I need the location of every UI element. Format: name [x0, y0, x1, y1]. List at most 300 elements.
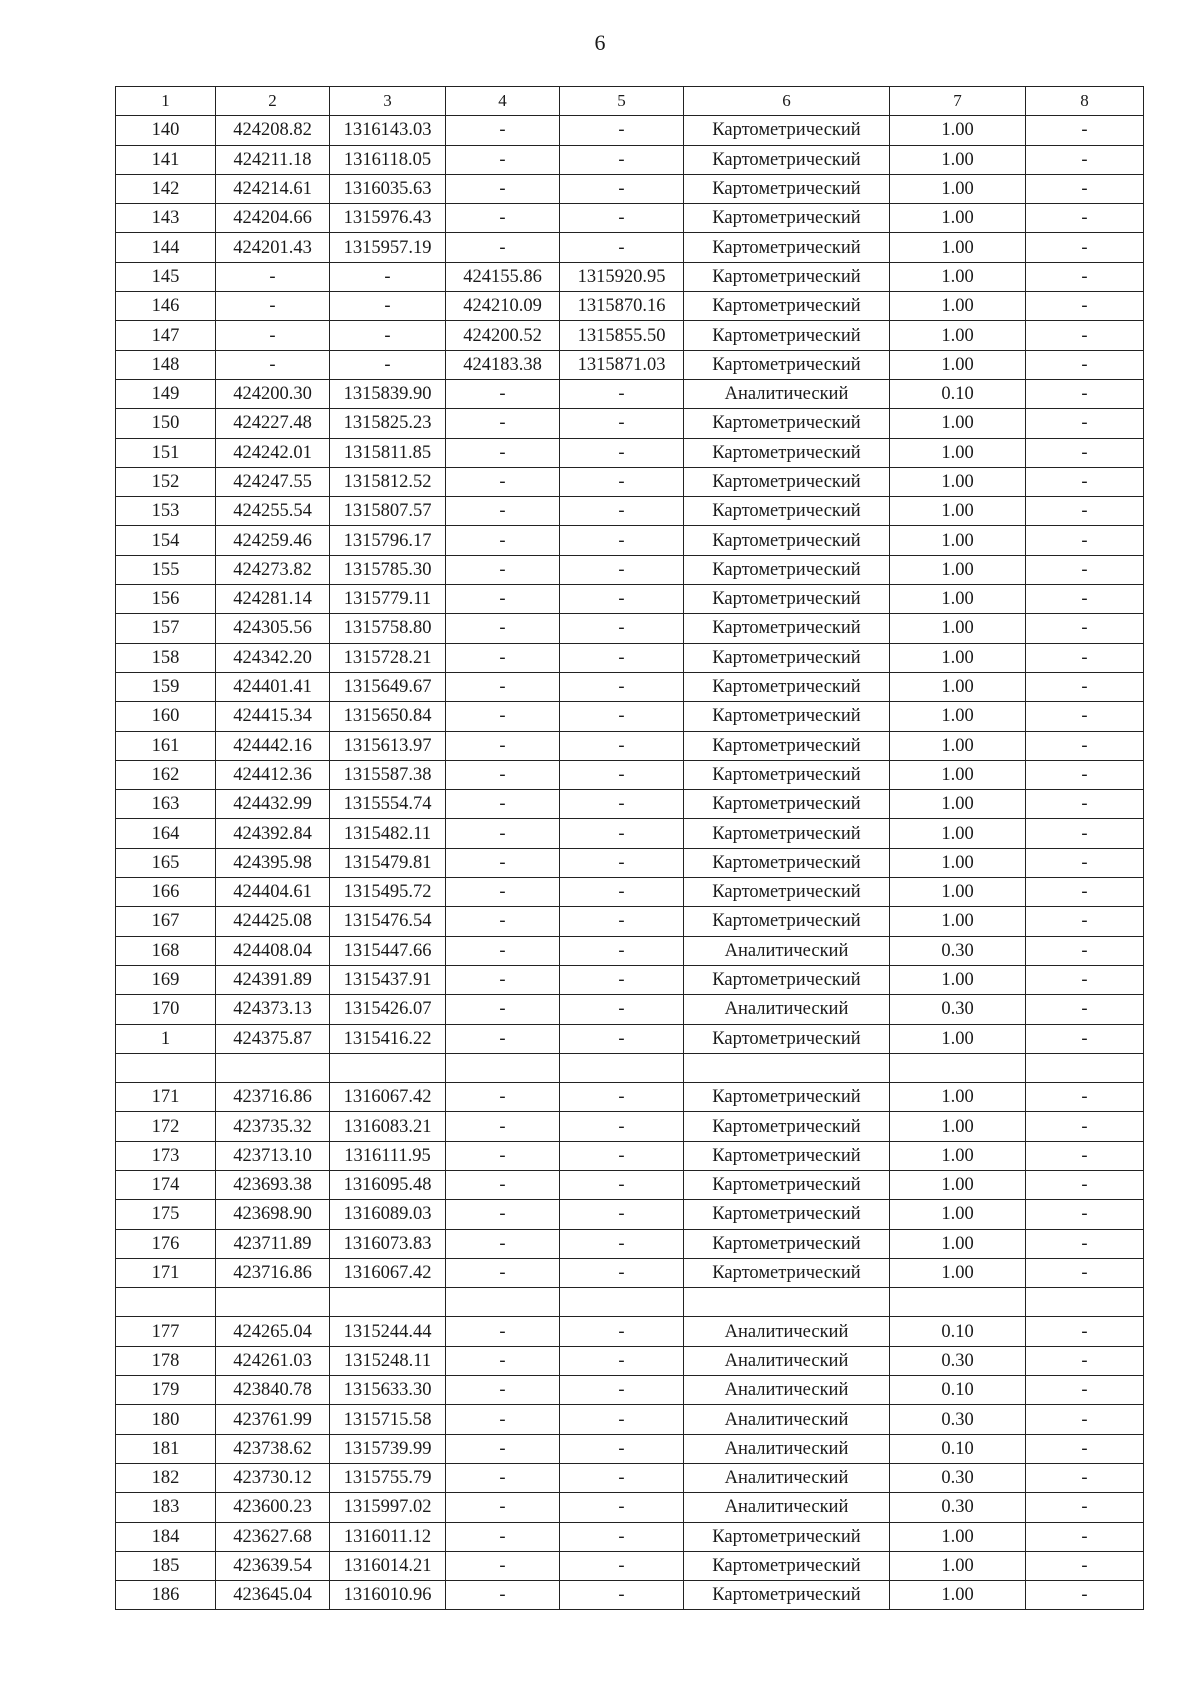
table-cell-col-1: 173: [116, 1141, 216, 1170]
table-cell-col-1: 183: [116, 1493, 216, 1522]
table-cell-col-5: -: [560, 1258, 684, 1287]
table-cell-col-8: -: [1026, 1493, 1144, 1522]
table-cell-col-1: 162: [116, 760, 216, 789]
table-row: [116, 790, 1144, 819]
table-cell-col-3: -: [330, 321, 446, 350]
table-cell-col-8: -: [1026, 1346, 1144, 1375]
table-row: [116, 497, 1144, 526]
table-cell-col-6: Аналитический: [684, 1346, 890, 1375]
table-cell-col-6: Картометрический: [684, 643, 890, 672]
table-cell-col-7: 1.00: [890, 878, 1026, 907]
table-row: [116, 848, 1144, 877]
table-cell-col-3: 1315554.74: [330, 790, 446, 819]
table-cell-col-4: -: [446, 878, 560, 907]
table-cell-col-5: -: [560, 1376, 684, 1405]
table-cell-col-8: -: [1026, 1141, 1144, 1170]
table-cell-col-5: -: [560, 1317, 684, 1346]
table-cell-col-8: -: [1026, 467, 1144, 496]
table-cell-col-3: 1315479.81: [330, 848, 446, 877]
table-row: [116, 1463, 1144, 1492]
table-cell-col-2: 423627.68: [216, 1522, 330, 1551]
table-row: [116, 233, 1144, 262]
table-cell-col-7: 1.00: [890, 672, 1026, 701]
table-cell-col-5: -: [560, 1170, 684, 1199]
table-cell-col-3: 1315482.11: [330, 819, 446, 848]
table-cell-col-1: 160: [116, 702, 216, 731]
table-cell-col-3: 1315437.91: [330, 965, 446, 994]
table-row: [116, 1376, 1144, 1405]
table-cell-col-4: -: [446, 497, 560, 526]
table-cell-col-1: 165: [116, 848, 216, 877]
table-cell-col-1: 169: [116, 965, 216, 994]
table-cell-col-5: -: [560, 585, 684, 614]
table-cell-col-6: Картометрический: [684, 760, 890, 789]
table-cell-col-4: -: [446, 1229, 560, 1258]
table-row: [116, 1346, 1144, 1375]
table-cell-col-6: Картометрический: [684, 262, 890, 291]
table-cell-col-8: -: [1026, 1376, 1144, 1405]
table-row: [116, 731, 1144, 760]
table-cell-col-6: Картометрический: [684, 585, 890, 614]
table-cell-col-4: -: [446, 438, 560, 467]
table-cell-col-6: Картометрический: [684, 1083, 890, 1112]
table-cell-col-1: 176: [116, 1229, 216, 1258]
table-cell-col-1: 172: [116, 1112, 216, 1141]
table-cell-col-7: 1.00: [890, 497, 1026, 526]
column-header-6: 6: [684, 87, 890, 116]
table-cell-col-1: 148: [116, 350, 216, 379]
table-cell-col-6: Картометрический: [684, 116, 890, 145]
table-cell-col-3: 1315244.44: [330, 1317, 446, 1346]
table-row: [116, 1229, 1144, 1258]
table-cell-col-5: -: [560, 672, 684, 701]
table-cell-col-5: [560, 1053, 684, 1082]
table-cell-col-2: 424242.01: [216, 438, 330, 467]
table-row: [116, 1493, 1144, 1522]
table-cell-col-7: [890, 1288, 1026, 1317]
table-cell-col-7: 1.00: [890, 1551, 1026, 1580]
table-cell-col-3: 1315812.52: [330, 467, 446, 496]
table-cell-col-8: -: [1026, 1258, 1144, 1287]
table-cell-col-3: 1316111.95: [330, 1141, 446, 1170]
table-cell-col-2: -: [216, 292, 330, 321]
table-cell-col-5: -: [560, 145, 684, 174]
table-cell-col-2: 424247.55: [216, 467, 330, 496]
table-cell-col-1: 157: [116, 614, 216, 643]
table-cell-col-6: Картометрический: [684, 233, 890, 262]
table-cell-col-3: 1315796.17: [330, 526, 446, 555]
table-cell-col-2: 424261.03: [216, 1346, 330, 1375]
table-cell-col-2: 423713.10: [216, 1141, 330, 1170]
table-cell-col-4: -: [446, 1141, 560, 1170]
table-cell-col-2: 423639.54: [216, 1551, 330, 1580]
table-cell-col-8: -: [1026, 350, 1144, 379]
table-cell-col-4: -: [446, 233, 560, 262]
table-cell-col-5: -: [560, 233, 684, 262]
table-row: [116, 878, 1144, 907]
table-cell-col-3: 1316095.48: [330, 1170, 446, 1199]
table-row: [116, 1258, 1144, 1287]
table-cell-col-2: 423698.90: [216, 1200, 330, 1229]
table-cell-col-3: 1316118.05: [330, 145, 446, 174]
table-cell-col-5: -: [560, 1112, 684, 1141]
table-cell-col-6: Аналитический: [684, 379, 890, 408]
table-cell-col-7: 0.10: [890, 379, 1026, 408]
table-cell-col-6: [684, 1053, 890, 1082]
table-cell-col-8: -: [1026, 1083, 1144, 1112]
table-cell-col-7: 1.00: [890, 1141, 1026, 1170]
table-cell-col-8: -: [1026, 409, 1144, 438]
table-cell-col-1: 147: [116, 321, 216, 350]
table-cell-col-2: 424265.04: [216, 1317, 330, 1346]
coordinates-table: [115, 86, 1144, 1610]
table-cell-col-2: 424211.18: [216, 145, 330, 174]
table-cell-col-1: 174: [116, 1170, 216, 1199]
table-cell-col-1: 150: [116, 409, 216, 438]
table-cell-col-7: 0.10: [890, 1317, 1026, 1346]
table-cell-col-5: -: [560, 1581, 684, 1610]
table-cell-col-3: 1315650.84: [330, 702, 446, 731]
table-cell-col-4: -: [446, 409, 560, 438]
table-cell-col-4: -: [446, 907, 560, 936]
table-cell-col-4: -: [446, 1581, 560, 1610]
table-cell-col-2: [216, 1288, 330, 1317]
table-cell-col-7: 1.00: [890, 819, 1026, 848]
table-row: [116, 614, 1144, 643]
table-row: [116, 350, 1144, 379]
table-cell-col-4: -: [446, 204, 560, 233]
table-cell-col-7: 1.00: [890, 848, 1026, 877]
table-cell-col-2: 424227.48: [216, 409, 330, 438]
table-cell-col-5: -: [560, 526, 684, 555]
table-row: [116, 1170, 1144, 1199]
table-cell-col-2: 424375.87: [216, 1024, 330, 1053]
table-cell-col-7: 1.00: [890, 585, 1026, 614]
table-cell-col-4: -: [446, 1463, 560, 1492]
table-cell-col-4: -: [446, 174, 560, 203]
table-cell-col-4: -: [446, 1024, 560, 1053]
table-row: [116, 819, 1144, 848]
table-cell-col-2: -: [216, 321, 330, 350]
table-cell-col-6: Картометрический: [684, 1258, 890, 1287]
table-cell-col-5: -: [560, 995, 684, 1024]
table-cell-col-7: 0.30: [890, 1405, 1026, 1434]
table-cell-col-3: 1316067.42: [330, 1258, 446, 1287]
table-cell-col-4: -: [446, 614, 560, 643]
table-row: [116, 702, 1144, 731]
table-cell-col-8: -: [1026, 262, 1144, 291]
table-cell-col-7: 0.30: [890, 1493, 1026, 1522]
table-cell-col-8: -: [1026, 497, 1144, 526]
table-cell-col-7: [890, 1053, 1026, 1082]
table-cell-col-5: -: [560, 760, 684, 789]
table-cell-col-2: 423716.86: [216, 1083, 330, 1112]
table-cell-col-8: -: [1026, 819, 1144, 848]
table-cell-col-8: -: [1026, 614, 1144, 643]
table-cell-col-2: 423735.32: [216, 1112, 330, 1141]
table-cell-col-5: -: [560, 1463, 684, 1492]
table-row: [116, 585, 1144, 614]
table-cell-col-1: [116, 1288, 216, 1317]
table-cell-col-4: -: [446, 467, 560, 496]
table-cell-col-6: Картометрический: [684, 321, 890, 350]
table-row-blank: [116, 1053, 1144, 1082]
table-cell-col-6: Картометрический: [684, 1581, 890, 1610]
table-cell-col-2: 424395.98: [216, 848, 330, 877]
table-cell-col-1: 177: [116, 1317, 216, 1346]
table-row: [116, 555, 1144, 584]
table-cell-col-8: -: [1026, 848, 1144, 877]
table-row: [116, 907, 1144, 936]
table-cell-col-1: 184: [116, 1522, 216, 1551]
table-cell-col-4: -: [446, 145, 560, 174]
table-cell-col-3: 1316083.21: [330, 1112, 446, 1141]
table-header: [116, 87, 1144, 116]
table-cell-col-6: Картометрический: [684, 526, 890, 555]
table-cell-col-7: 1.00: [890, 1522, 1026, 1551]
table-cell-col-5: -: [560, 1405, 684, 1434]
table-row: [116, 936, 1144, 965]
table-cell-col-2: 424281.14: [216, 585, 330, 614]
table-cell-col-6: Картометрический: [684, 438, 890, 467]
table-cell-col-4: -: [446, 1434, 560, 1463]
table-cell-col-4: -: [446, 116, 560, 145]
table-row: [116, 995, 1144, 1024]
table-cell-col-3: 1315613.97: [330, 731, 446, 760]
table-cell-col-7: 1.00: [890, 233, 1026, 262]
table-cell-col-4: -: [446, 1493, 560, 1522]
table-cell-col-4: -: [446, 1083, 560, 1112]
table-row: [116, 116, 1144, 145]
table-cell-col-8: -: [1026, 878, 1144, 907]
table-cell-col-3: 1315715.58: [330, 1405, 446, 1434]
column-header-3: 3: [330, 87, 446, 116]
table-cell-col-4: [446, 1053, 560, 1082]
table-cell-col-3: 1315728.21: [330, 643, 446, 672]
table-cell-col-4: -: [446, 1258, 560, 1287]
table-cell-col-1: 152: [116, 467, 216, 496]
table-cell-col-2: 424200.30: [216, 379, 330, 408]
table-cell-col-2: 424432.99: [216, 790, 330, 819]
table-cell-col-8: -: [1026, 1170, 1144, 1199]
column-header-7: 7: [890, 87, 1026, 116]
table-cell-col-8: -: [1026, 526, 1144, 555]
table-cell-col-5: [560, 1288, 684, 1317]
table-cell-col-2: 424342.20: [216, 643, 330, 672]
table-cell-col-2: 424255.54: [216, 497, 330, 526]
table-cell-col-8: -: [1026, 321, 1144, 350]
column-header-2: 2: [216, 87, 330, 116]
table-row: [116, 379, 1144, 408]
table-cell-col-8: -: [1026, 585, 1144, 614]
table-cell-col-6: Аналитический: [684, 995, 890, 1024]
table-cell-col-4: -: [446, 1200, 560, 1229]
table-cell-col-5: -: [560, 1346, 684, 1375]
table-cell-col-7: 1.00: [890, 1258, 1026, 1287]
table-cell-col-8: -: [1026, 702, 1144, 731]
table-cell-col-6: Картометрический: [684, 1170, 890, 1199]
table-cell-col-2: 424214.61: [216, 174, 330, 203]
table-cell-col-5: -: [560, 878, 684, 907]
table-cell-col-8: [1026, 1053, 1144, 1082]
table-cell-col-4: [446, 1288, 560, 1317]
table-cell-col-7: 1.00: [890, 438, 1026, 467]
table-cell-col-5: -: [560, 1551, 684, 1580]
table-cell-col-2: 424401.41: [216, 672, 330, 701]
table-cell-col-4: 424210.09: [446, 292, 560, 321]
table-cell-col-6: Картометрический: [684, 1112, 890, 1141]
table-cell-col-7: 1.00: [890, 1200, 1026, 1229]
table-cell-col-6: Аналитический: [684, 1493, 890, 1522]
table-cell-col-3: 1315997.02: [330, 1493, 446, 1522]
table-cell-col-3: [330, 1288, 446, 1317]
table-cell-col-8: -: [1026, 936, 1144, 965]
table-cell-col-1: 146: [116, 292, 216, 321]
table-cell-col-8: -: [1026, 379, 1144, 408]
table-cell-col-7: 1.00: [890, 145, 1026, 174]
table-cell-col-1: 1: [116, 1024, 216, 1053]
table-cell-col-1: 149: [116, 379, 216, 408]
table-cell-col-6: Картометрический: [684, 907, 890, 936]
table-cell-col-3: -: [330, 292, 446, 321]
table-cell-col-7: 1.00: [890, 760, 1026, 789]
table-cell-col-7: 1.00: [890, 1229, 1026, 1258]
table-cell-col-5: -: [560, 497, 684, 526]
table-cell-col-5: -: [560, 790, 684, 819]
table-cell-col-6: Картометрический: [684, 1522, 890, 1551]
table-cell-col-6: Картометрический: [684, 204, 890, 233]
table-cell-col-3: 1315758.80: [330, 614, 446, 643]
table-cell-col-7: 1.00: [890, 1170, 1026, 1199]
table-cell-col-5: 1315855.50: [560, 321, 684, 350]
table-cell-col-3: 1315739.99: [330, 1434, 446, 1463]
table-cell-col-8: -: [1026, 1229, 1144, 1258]
table-cell-col-5: 1315920.95: [560, 262, 684, 291]
column-header-5: 5: [560, 87, 684, 116]
table-cell-col-6: Картометрический: [684, 702, 890, 731]
table-cell-col-2: 423761.99: [216, 1405, 330, 1434]
table-cell-col-4: -: [446, 1551, 560, 1580]
table-cell-col-6: Картометрический: [684, 467, 890, 496]
table-cell-col-7: 0.10: [890, 1376, 1026, 1405]
table-cell-col-7: 1.00: [890, 526, 1026, 555]
table-cell-col-3: 1315447.66: [330, 936, 446, 965]
table-cell-col-1: 163: [116, 790, 216, 819]
table-cell-col-1: 141: [116, 145, 216, 174]
table-cell-col-3: 1316073.83: [330, 1229, 446, 1258]
table-cell-col-1: 186: [116, 1581, 216, 1610]
table-cell-col-1: [116, 1053, 216, 1082]
table-cell-col-3: 1316143.03: [330, 116, 446, 145]
table-cell-col-3: 1315755.79: [330, 1463, 446, 1492]
table-cell-col-5: -: [560, 1024, 684, 1053]
table-cell-col-2: 424425.08: [216, 907, 330, 936]
table-cell-col-5: -: [560, 731, 684, 760]
table-cell-col-5: -: [560, 1229, 684, 1258]
table-cell-col-3: 1316035.63: [330, 174, 446, 203]
table-cell-col-3: 1315785.30: [330, 555, 446, 584]
table-cell-col-6: Картометрический: [684, 878, 890, 907]
table-row: [116, 1024, 1144, 1053]
table-cell-col-5: -: [560, 1493, 684, 1522]
table-cell-col-1: 151: [116, 438, 216, 467]
table-cell-col-6: Аналитический: [684, 1463, 890, 1492]
table-cell-col-2: 424391.89: [216, 965, 330, 994]
table-cell-col-3: 1315976.43: [330, 204, 446, 233]
table-cell-col-1: 182: [116, 1463, 216, 1492]
table-cell-col-4: -: [446, 1405, 560, 1434]
table-row: [116, 409, 1144, 438]
table-cell-col-8: -: [1026, 204, 1144, 233]
table-cell-col-5: 1315870.16: [560, 292, 684, 321]
table-cell-col-4: -: [446, 1522, 560, 1551]
table-cell-col-5: -: [560, 1141, 684, 1170]
table-cell-col-2: 423716.86: [216, 1258, 330, 1287]
table-row: [116, 292, 1144, 321]
table-row: [116, 1200, 1144, 1229]
table-row: [116, 145, 1144, 174]
table-cell-col-3: 1315825.23: [330, 409, 446, 438]
table-cell-col-4: -: [446, 1170, 560, 1199]
table-cell-col-3: 1315248.11: [330, 1346, 446, 1375]
table-cell-col-2: -: [216, 350, 330, 379]
table-cell-col-5: -: [560, 965, 684, 994]
table-cell-col-4: -: [446, 936, 560, 965]
table-cell-col-4: 424200.52: [446, 321, 560, 350]
table-cell-col-1: 153: [116, 497, 216, 526]
table-cell-col-1: 179: [116, 1376, 216, 1405]
table-cell-col-1: 185: [116, 1551, 216, 1580]
table-cell-col-3: 1315495.72: [330, 878, 446, 907]
table-cell-col-7: 1.00: [890, 702, 1026, 731]
table-cell-col-1: 159: [116, 672, 216, 701]
table-cell-col-5: -: [560, 555, 684, 584]
table-cell-col-1: 154: [116, 526, 216, 555]
table-cell-col-4: -: [446, 760, 560, 789]
table-row: [116, 321, 1144, 350]
table-cell-col-2: 424415.34: [216, 702, 330, 731]
table-cell-col-1: 175: [116, 1200, 216, 1229]
table-cell-col-3: 1316089.03: [330, 1200, 446, 1229]
table-cell-col-6: Картометрический: [684, 174, 890, 203]
table-cell-col-8: -: [1026, 643, 1144, 672]
table-cell-col-3: 1316014.21: [330, 1551, 446, 1580]
table-cell-col-4: -: [446, 585, 560, 614]
table-cell-col-8: -: [1026, 1112, 1144, 1141]
table-cell-col-3: [330, 1053, 446, 1082]
table-cell-col-2: 423600.23: [216, 1493, 330, 1522]
table-row: [116, 1141, 1144, 1170]
table-cell-col-7: 1.00: [890, 321, 1026, 350]
table-cell-col-3: 1315807.57: [330, 497, 446, 526]
table-cell-col-7: 1.00: [890, 467, 1026, 496]
table-cell-col-1: 143: [116, 204, 216, 233]
table-cell-col-7: 1.00: [890, 204, 1026, 233]
table-cell-col-6: Картометрический: [684, 409, 890, 438]
table-cell-col-5: -: [560, 614, 684, 643]
table-cell-col-1: 164: [116, 819, 216, 848]
table-cell-col-2: -: [216, 262, 330, 291]
table-cell-col-6: Картометрический: [684, 145, 890, 174]
table-cell-col-1: 144: [116, 233, 216, 262]
table-cell-col-8: -: [1026, 1405, 1144, 1434]
table-cell-col-6: Картометрический: [684, 790, 890, 819]
table-cell-col-8: -: [1026, 907, 1144, 936]
table-cell-col-2: 424273.82: [216, 555, 330, 584]
table-cell-col-4: -: [446, 965, 560, 994]
table-cell-col-1: 156: [116, 585, 216, 614]
table-cell-col-3: 1315426.07: [330, 995, 446, 1024]
